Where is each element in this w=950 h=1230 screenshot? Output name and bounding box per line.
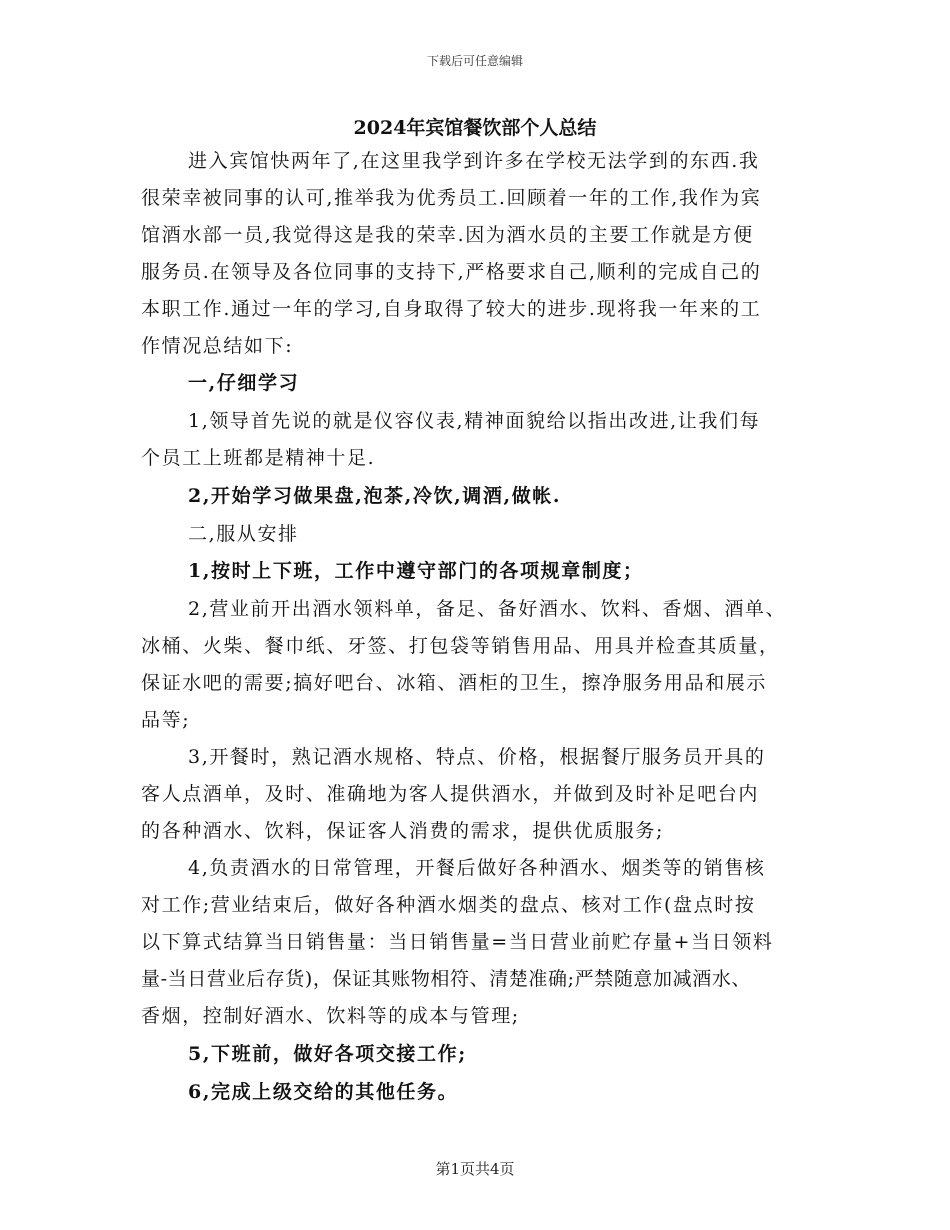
paragraph-line: 馆酒水部一员,我觉得这是我的荣幸.因为酒水员的主要工作就是方便 [141,224,754,246]
paragraph-line: 对工作;营业结束后，做好各种酒水烟类的盘点、核对工作(盘点时按 [141,894,756,916]
paragraph-line: 保证水吧的需要;搞好吧台、冰箱、酒柜的卫生，擦净服务用品和展示 [141,672,768,694]
document-title: 2024年宾馆餐饮部个人总结 [353,117,597,139]
paragraph-line: 香烟，控制好酒水、饮料等的成本与管理; [141,1005,520,1027]
bold-item: 5,下班前，做好各项交接工作; [188,1043,467,1065]
page-header: 下载后可任意编辑 [426,54,523,68]
page-footer: 第1页共4页 [435,1160,515,1178]
paragraph-line: 量-当日营业后存货)，保证其账物相符、清楚准确;严禁随意加减酒水、 [141,968,752,990]
paragraph-line: 个员工上班都是精神十足. [141,447,376,469]
bold-item: 1,按时上下班，工作中遵守部门的各项规章制度； [188,560,644,582]
paragraph-line: 的各种酒水、饮料，保证客人消费的需求，提供优质服务; [141,820,665,842]
bold-item: 6,完成上级交给的其他任务。 [188,1081,459,1103]
paragraph-line: 4,负责酒水的日常管理，开餐后做好各种酒水、烟类等的销售核 [188,857,766,879]
paragraph-line: 品等; [141,709,191,731]
paragraph-line: 2,营业前开出酒水领料单，备足、备好酒水、饮料、香烟、酒单、 [188,598,787,620]
paragraph-line: 3,开餐时，熟记酒水规格、特点、价格，根据餐厅服务员开具的 [188,746,766,768]
paragraph-line: 客人点酒单，及时、准确地为客人提供酒水，并做到及时补足吧台内 [141,783,760,805]
paragraph-line: 本职工作.通过一年的学习,自身取得了较大的进步.现将我一年来的工 [141,298,762,320]
paragraph-line: 1,领导首先说的就是仪容仪表,精神面貌给以指出改进,让我们每 [188,410,761,432]
bold-item: 2,开始学习做果盘,泡茶,冷饮,调酒,做帐. [188,485,562,507]
section-heading: 一,仔细学习 [188,372,300,394]
paragraph-line: 冰桶、火柴、餐巾纸、牙签、打包袋等销售用品、用具并检查其质量， [141,635,780,657]
paragraph-line: 作情况总结如下: [141,335,294,357]
paragraph-line: 服务员.在领导及各位同事的支持下,严格要求自己,顺利的完成自己的 [141,261,762,283]
paragraph-line: 进入宾馆快两年了,在这里我学到许多在学校无法学到的东西.我 [188,150,760,172]
paragraph-line: 很荣幸被同事的认可,推举我为优秀员工.回顾着一年的工作,我作为宾 [141,187,762,209]
section-heading: 二,服从安排 [188,523,299,545]
paragraph-line: 以下算式结算当日销售量：当日销售量=当日营业前贮存量+当日领料 [141,931,774,953]
